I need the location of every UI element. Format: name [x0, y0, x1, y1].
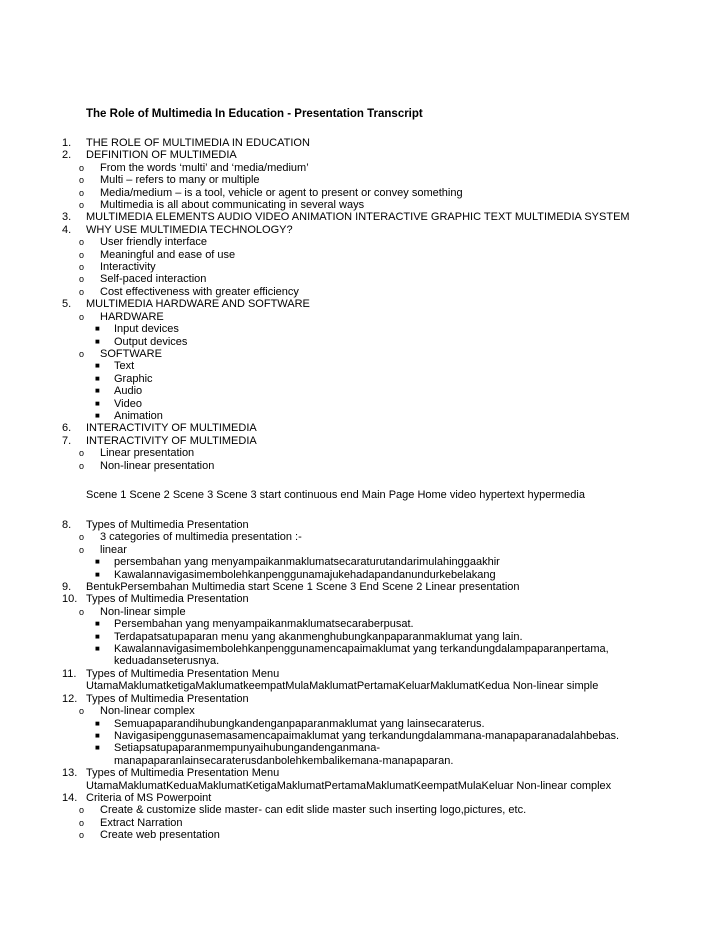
- sub-item-text: User friendly interface: [100, 236, 207, 249]
- transcript-list-part1: [0, 137, 728, 472]
- circle-bullet-icon: o: [79, 311, 85, 322]
- item-text: Types of Multimedia Presentation Menu: [86, 667, 280, 680]
- square-bullet-icon: ■: [95, 730, 100, 740]
- sub-item: [0, 162, 728, 174]
- sub-item-text: From the words ‘multi’ and ‘media/medium’: [100, 161, 309, 174]
- sub-item-text: Extract Narration: [100, 816, 183, 829]
- numbered-item: [0, 422, 728, 434]
- sub-item: [0, 187, 728, 199]
- item-text: DEFINITION OF MULTIMEDIA: [86, 149, 237, 162]
- bullet-item: [0, 385, 728, 397]
- bullet-item-text: Text: [114, 360, 135, 373]
- numbered-item: [0, 149, 728, 161]
- sub-item-text: Meaningful and ease of use: [100, 248, 236, 261]
- item-text: THE ROLE OF MULTIMEDIA IN EDUCATION: [86, 137, 310, 149]
- item-text: BentukPersembahan Multimedia start Scene 1 Scene 3 End Scene 2 Linear presentation: [86, 581, 520, 594]
- square-bullet-icon: ■: [95, 631, 100, 641]
- bullet-item-text: Input devices: [114, 323, 179, 336]
- continuation-text: UtamaMaklumatketigaMaklumatkeempatMulaMaklumatPertamaKeluarMaklumatKedua Non-linear simple: [86, 680, 599, 693]
- bullet-item-text: Setiapsatupaparanmempunyaihubungandenganmana-: [114, 742, 381, 755]
- bullet-item-text: Output devices: [114, 335, 188, 348]
- sub-item-text: Non-linear presentation: [100, 459, 215, 472]
- numbered-item: [0, 792, 728, 804]
- sub-item: [0, 261, 728, 273]
- bullet-item: [0, 323, 728, 335]
- bullet-item: [0, 718, 728, 730]
- item-text: INTERACTIVITY OF MULTIMEDIA: [86, 422, 257, 435]
- circle-bullet-icon: o: [79, 274, 85, 285]
- sub-item: [0, 348, 728, 360]
- numbered-item: [0, 224, 728, 236]
- sub-item-text: Interactivity: [100, 261, 156, 274]
- scene-line: Scene 1 Scene 2 Scene 3 Scene 3 start continuous end Main Page Home video hypertext hypermedia: [86, 489, 585, 501]
- sub-item-text: Multi – refers to many or multiple: [100, 174, 260, 187]
- sub-item-text: Create web presentation: [100, 829, 220, 842]
- item-number: 2.: [62, 149, 72, 162]
- square-bullet-icon: ■: [95, 569, 100, 579]
- continuation-text: UtamaMaklumatKeduaMaklumatKetigaMaklumatPertamaMaklumatKeempatMulaKeluar Non-linear complex: [86, 779, 612, 792]
- bullet-item-text: Animation: [114, 409, 163, 422]
- sub-item: [0, 531, 728, 543]
- bullet-item-text: Kawalannavigasimembolehkanpenggunamencapaimaklumat yang terkandungdalampaparanpertama,: [114, 643, 609, 656]
- numbered-item: [0, 137, 728, 149]
- sub-item: [0, 705, 728, 717]
- item-number: 13.: [62, 767, 78, 780]
- bullet-item: [0, 336, 728, 348]
- circle-bullet-icon: o: [79, 805, 85, 816]
- bullet-item: [0, 556, 728, 568]
- sub-item-text: 3 categories of multimedia presentation :-: [100, 531, 302, 544]
- sub-item: [0, 460, 728, 472]
- sub-item-text: linear: [100, 543, 127, 556]
- sub-item-text: Media/medium – is a tool, vehicle or agent to present or convey something: [100, 186, 463, 199]
- sub-item: [0, 174, 728, 186]
- item-number: 3.: [62, 211, 72, 224]
- sub-item: [0, 817, 728, 829]
- bullet-item: [0, 618, 728, 630]
- item-text: INTERACTIVITY OF MULTIMEDIA: [86, 434, 257, 447]
- item-text: Types of Multimedia Presentation: [86, 519, 249, 531]
- item-number: 8.: [62, 519, 72, 531]
- item-text: Criteria of MS Powerpoint: [86, 791, 212, 804]
- item-number: 6.: [62, 422, 72, 435]
- square-bullet-icon: ■: [95, 410, 100, 420]
- item-text: Types of Multimedia Presentation: [86, 692, 249, 705]
- numbered-item: [0, 593, 728, 605]
- continuation-line: [0, 655, 728, 667]
- sub-item-text: Create & customize slide master- can edit slide master such inserting logo,pictures, etc.: [100, 804, 527, 817]
- item-number: 10.: [62, 593, 78, 606]
- bullet-item: [0, 360, 728, 372]
- circle-bullet-icon: o: [79, 348, 85, 359]
- sub-item: [0, 249, 728, 261]
- square-bullet-icon: ■: [95, 361, 100, 371]
- circle-bullet-icon: o: [79, 532, 85, 543]
- bullet-item-text: persembahan yang menyampaikanmaklumatsecaraturutandarimulahinggaakhir: [114, 556, 500, 569]
- numbered-item: [0, 519, 728, 531]
- circle-bullet-icon: o: [79, 830, 85, 841]
- sub-item-text: Self-paced interaction: [100, 273, 207, 286]
- bullet-item-text: Audio: [114, 385, 143, 398]
- sub-item: [0, 199, 728, 211]
- bullet-item-text: Video: [114, 397, 142, 410]
- circle-bullet-icon: o: [79, 817, 85, 828]
- continuation-line: [0, 680, 728, 692]
- numbered-item: [0, 298, 728, 310]
- sub-item: [0, 273, 728, 285]
- bullet-item: [0, 398, 728, 410]
- item-number: 5.: [62, 298, 72, 311]
- square-bullet-icon: ■: [95, 373, 100, 383]
- sub-item: [0, 447, 728, 459]
- circle-bullet-icon: o: [79, 460, 85, 471]
- circle-bullet-icon: o: [79, 187, 85, 198]
- item-number: 9.: [62, 581, 72, 594]
- circle-bullet-icon: o: [79, 544, 85, 555]
- sub-item-text: Non-linear complex: [100, 705, 195, 718]
- item-text: MULTIMEDIA HARDWARE AND SOFTWARE: [86, 298, 310, 311]
- sub-item: [0, 606, 728, 618]
- bullet-item: [0, 631, 728, 643]
- item-text: Types of Multimedia Presentation: [86, 593, 249, 606]
- sub-item: [0, 236, 728, 248]
- transcript-list-part2: [0, 519, 728, 842]
- item-number: 14.: [62, 791, 78, 804]
- bullet-item: [0, 742, 728, 754]
- bullet-item-text: Kawalannavigasimembolehkanpenggunamajukehadapandanundurkebelakang: [114, 568, 496, 581]
- square-bullet-icon: ■: [95, 743, 100, 753]
- continuation-text: keduadanseterusnya.: [114, 655, 220, 668]
- bullet-item: [0, 410, 728, 422]
- square-bullet-icon: ■: [95, 324, 100, 334]
- circle-bullet-icon: o: [79, 162, 85, 173]
- square-bullet-icon: ■: [95, 718, 100, 728]
- circle-bullet-icon: o: [79, 200, 85, 211]
- item-number: 11.: [62, 667, 77, 680]
- sub-item-text: Cost effectiveness with greater efficiency: [100, 285, 299, 298]
- continuation-text: manapaparanlainsecaraterusdanbolehkembalikemana-manapaparan.: [114, 754, 454, 767]
- sub-item: [0, 804, 728, 816]
- circle-bullet-icon: o: [79, 448, 85, 459]
- continuation-line: [0, 780, 728, 792]
- item-number: 7.: [62, 434, 72, 447]
- numbered-item: [0, 435, 728, 447]
- bullet-item-text: Navigasipenggunasemasamencapaimaklumat yang terkandungdalammana-manapaparanadalahbebas.: [114, 729, 620, 742]
- item-text: WHY USE MULTIMEDIA TECHNOLOGY?: [86, 223, 293, 236]
- sub-item-text: Multimedia is all about communicating in several ways: [100, 199, 365, 212]
- numbered-item: [0, 211, 728, 223]
- sub-item: [0, 311, 728, 323]
- square-bullet-icon: ■: [95, 557, 100, 567]
- bullet-item: [0, 643, 728, 655]
- circle-bullet-icon: o: [79, 237, 85, 248]
- item-number: 1.: [62, 137, 72, 149]
- circle-bullet-icon: o: [79, 249, 85, 260]
- sub-item-text: HARDWARE: [100, 310, 164, 323]
- bullet-item: [0, 569, 728, 581]
- bullet-item: [0, 730, 728, 742]
- item-text: Types of Multimedia Presentation Menu: [86, 767, 280, 780]
- square-bullet-icon: ■: [95, 336, 100, 346]
- bullet-item-text: Graphic: [114, 372, 153, 385]
- circle-bullet-icon: o: [79, 286, 85, 297]
- numbered-item: [0, 668, 728, 680]
- bullet-item-text: Terdapatsatupaparan menu yang akanmenghubungkanpaparanmaklumat yang lain.: [114, 630, 523, 643]
- square-bullet-icon: ■: [95, 386, 100, 396]
- numbered-item: [0, 767, 728, 779]
- square-bullet-icon: ■: [95, 398, 100, 408]
- sub-item-text: Non-linear simple: [100, 605, 186, 618]
- bullet-item-text: Semuapaparandihubungkandenganpaparanmaklumat yang lainsecaraterus.: [114, 717, 485, 730]
- bullet-item-text: Persembahan yang menyampaikanmaklumatsecaraberpusat.: [114, 618, 414, 631]
- numbered-item: [0, 693, 728, 705]
- sub-item: [0, 286, 728, 298]
- item-number: 12.: [62, 692, 78, 705]
- sub-item: [0, 829, 728, 841]
- square-bullet-icon: ■: [95, 644, 100, 654]
- sub-item-text: SOFTWARE: [100, 347, 162, 360]
- item-text: MULTIMEDIA ELEMENTS AUDIO VIDEO ANIMATION INTERACTIVE GRAPHIC TEXT MULTIMEDIA SYSTEM: [86, 211, 630, 224]
- item-number: 4.: [62, 223, 72, 236]
- circle-bullet-icon: o: [79, 706, 85, 717]
- sub-item: [0, 544, 728, 556]
- circle-bullet-icon: o: [79, 175, 85, 186]
- circle-bullet-icon: o: [79, 606, 85, 617]
- square-bullet-icon: ■: [95, 619, 100, 629]
- circle-bullet-icon: o: [79, 262, 85, 273]
- bullet-item: [0, 373, 728, 385]
- continuation-line: [0, 755, 728, 767]
- document-title: The Role of Multimedia In Education - Presentation Transcript: [86, 108, 423, 120]
- sub-item-text: Linear presentation: [100, 447, 195, 460]
- numbered-item: [0, 581, 728, 593]
